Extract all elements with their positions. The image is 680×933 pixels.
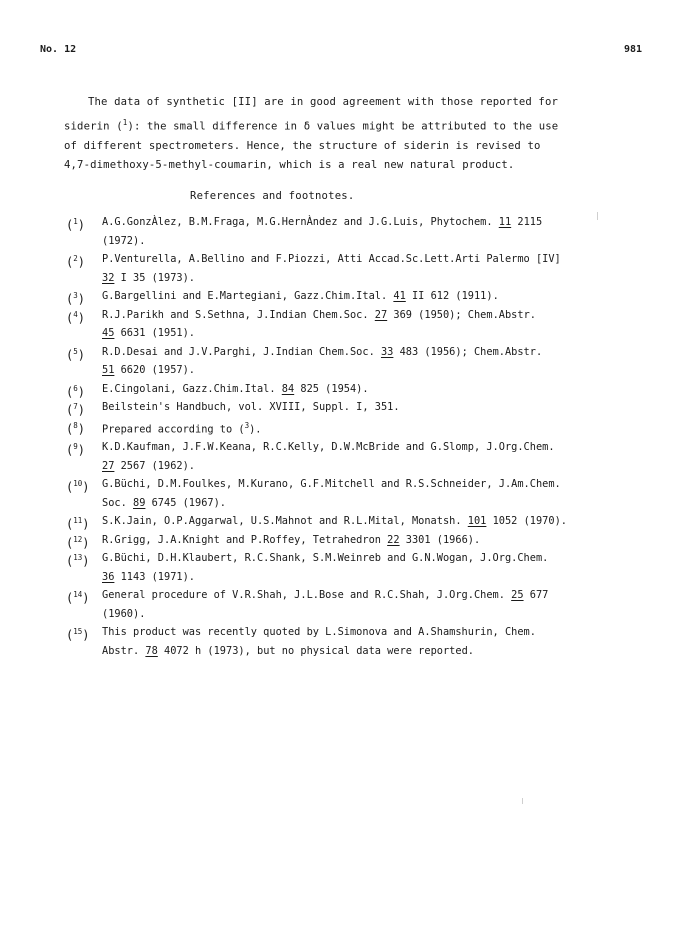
reference-number: ($^8$) xyxy=(66,420,85,436)
reference-item xyxy=(66,306,626,343)
reference-number: ($^3$) xyxy=(66,291,85,306)
reference-item xyxy=(66,586,626,623)
reference-line: (1960). xyxy=(102,607,146,620)
volume-number: 11 xyxy=(498,216,512,228)
reference-line: A.G.GonzÀlez, B.M.Fraga, M.G.HernÀndez and J.G.Luis, Phytochem. 11 2115 xyxy=(102,216,543,228)
volume-number: 33 xyxy=(380,345,394,358)
reference-line: G.Büchi, D.M.Foulkes, M.Kurano, G.F.Mitchell and R.S.Schneider, J.Am.Chem. xyxy=(102,478,561,491)
reference-line: Prepared according to ($^3$). xyxy=(102,420,262,435)
reference-line: R.Grigg, J.A.Knight and P.Roffey, Tetrahedron 22 3301 (1966). xyxy=(102,533,481,546)
reference-line: 32 I 35 (1973). xyxy=(102,271,195,284)
volume-number: 101 xyxy=(467,515,487,528)
reference-item xyxy=(66,417,626,439)
references-list xyxy=(66,213,626,660)
reference-line: 36 1143 (1971). xyxy=(102,570,195,583)
volume-number: 78 xyxy=(145,644,158,657)
page-number: 981 xyxy=(623,44,642,55)
reference-item xyxy=(66,623,626,660)
paragraph-line: of different spectrometers. Hence, the structure of siderin is revised to xyxy=(64,139,541,152)
volume-number: 22 xyxy=(387,533,400,546)
reference-number: ($^7$) xyxy=(66,402,85,417)
page-header xyxy=(40,44,642,58)
reference-line: R.J.Parikh and S.Sethna, J.Indian Chem.Soc. 27 369 (1950); Chem.Abstr. xyxy=(102,308,536,321)
reference-item xyxy=(66,549,626,586)
reference-number: ($^4$) xyxy=(66,309,85,325)
reference-line: 45 6631 (1951). xyxy=(102,327,195,339)
reference-line: (1972). xyxy=(102,234,146,247)
volume-number: 36 xyxy=(102,570,115,583)
reference-item xyxy=(66,398,626,417)
reference-number: ($^{15}$) xyxy=(66,627,90,643)
reference-line: General procedure of V.R.Shah, J.L.Bose and R.C.Shah, J.Org.Chem. 25 677 xyxy=(102,589,549,602)
volume-number: 27 xyxy=(102,459,115,472)
reference-line: Beilstein's Handbuch, vol. XVIII, Suppl. I, 351. xyxy=(102,401,400,413)
reference-number: ($^2$) xyxy=(66,254,85,269)
reference-item xyxy=(66,343,626,380)
volume-number: 84 xyxy=(281,382,295,395)
reference-line: S.K.Jain, O.P.Aggarwal, U.S.Mahnot and R.L.Mital, Monatsh. 101 1052 (1970). xyxy=(102,515,567,528)
volume-number: 51 xyxy=(102,364,115,376)
reference-line: This product was recently quoted by L.Simonova and A.Shamshurin, Chem. xyxy=(102,626,536,639)
reference-line: Abstr. 78 4072 h (1973), but no physical data were reported. xyxy=(102,644,474,657)
reference-item xyxy=(66,287,626,306)
reference-number: ($^{12}$) xyxy=(66,534,90,550)
reference-line: 27 2567 (1962). xyxy=(102,459,195,472)
citation-superscript: 1 xyxy=(122,117,128,127)
reference-number: ($^1$) xyxy=(66,217,85,232)
reference-line: P.Venturella, A.Bellino and F.Piozzi, Atti Accad.Sc.Lett.Arti Palermo [IV] xyxy=(102,253,561,265)
reference-number: ($^{13}$) xyxy=(66,553,90,569)
reference-line: R.D.Desai and J.V.Parghi, J.Indian Chem.Soc. 33 483 (1956); Chem.Abstr. xyxy=(102,345,543,358)
reference-item xyxy=(66,380,626,399)
issue-number: No. 12 xyxy=(40,44,77,55)
reference-number: ($^6$) xyxy=(66,383,85,399)
volume-number: 41 xyxy=(393,290,406,302)
paragraph-text: ): the small difference in δ values might be attributed to the use xyxy=(127,120,559,133)
references-heading: References and footnotes. xyxy=(190,190,355,202)
reference-number: ($^{10}$) xyxy=(66,479,90,495)
reference-item xyxy=(66,512,626,531)
reference-item xyxy=(66,438,626,475)
reference-item xyxy=(66,531,626,550)
reference-number: ($^{11}$) xyxy=(66,516,90,532)
volume-number: 25 xyxy=(511,589,524,602)
paragraph-line: 4,7-dimethoxy-5-methyl-coumarin, which is a real new natural product. xyxy=(64,159,515,172)
reference-line: K.D.Kaufman, J.F.W.Keana, R.C.Kelly, D.W.McBride and G.Slomp, J.Org.Chem. xyxy=(102,441,555,454)
reference-number: ($^9$) xyxy=(66,442,85,458)
volume-number: 27 xyxy=(374,308,388,321)
body-paragraph xyxy=(64,93,624,176)
reference-number: ($^5$) xyxy=(66,346,85,362)
reference-line: G.Bargellini and E.Martegiani, Gazz.Chim.Ital. 41 II 612 (1911). xyxy=(102,290,499,302)
reference-line: Soc. 89 6745 (1967). xyxy=(102,496,226,509)
reference-item xyxy=(66,213,626,250)
reference-line: E.Cingolani, Gazz.Chim.Ital. 84 825 (1954). xyxy=(102,382,369,395)
reference-item xyxy=(66,475,626,512)
volume-number: 45 xyxy=(102,327,115,339)
reference-line: 51 6620 (1957). xyxy=(102,364,195,376)
volume-number: 89 xyxy=(133,496,146,509)
reference-item xyxy=(66,250,626,287)
volume-number: 32 xyxy=(102,271,115,284)
paragraph-line xyxy=(64,113,624,137)
paragraph-text: siderin ( xyxy=(64,120,123,133)
scan-speck xyxy=(522,798,523,804)
reference-number: ($^{14}$) xyxy=(66,590,90,606)
paragraph-line: The data of synthetic [II] are in good agreement with those reported for xyxy=(88,96,559,108)
reference-line: G.Büchi, D.H.Klaubert, R.C.Shank, S.M.Weinreb and G.N.Wogan, J.Org.Chem. xyxy=(102,552,549,565)
scan-speck xyxy=(597,212,598,220)
